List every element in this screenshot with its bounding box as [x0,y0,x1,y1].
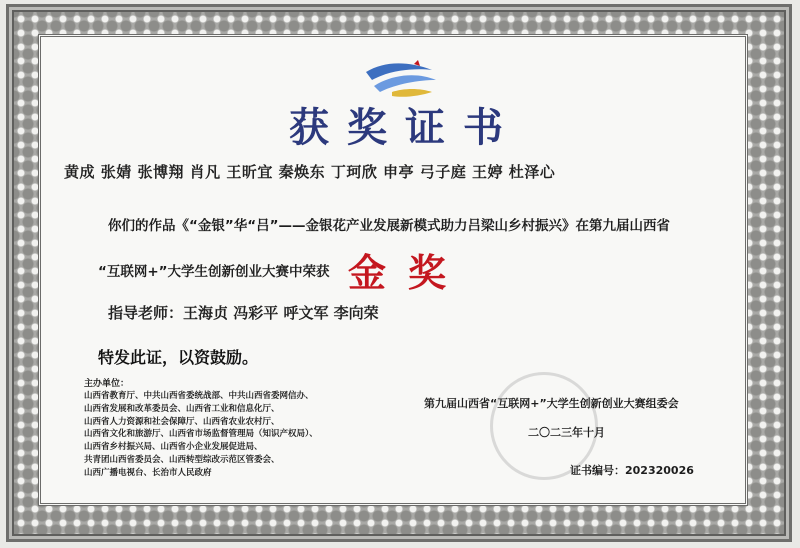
sponsor-item: 共青团山西省委员会、山西转型综改示范区管委会、 [84,454,280,465]
sponsor-list [84,390,384,480]
closing-statement: 特发此证，以资鼓励。 [98,348,259,367]
issue-date: 二〇二三年十月 [528,426,605,439]
sponsor-item: 山西省文化和旅游厅、山西省市场监督管理局（知识产权局）、 [84,429,318,440]
sponsor-item: 山西省发展和改革委员会、山西省工业和信息化厅、 [84,403,280,414]
advisor-teachers: 指导老师：王海贞 冯彩平 呼文军 李向荣 [108,304,379,322]
certificate-title: 获奖证书 [289,104,521,151]
organizing-committee: 第九届山西省“互联网+”大学生创新创业大赛组委会 [424,397,679,410]
sponsor-label: 主办单位： [84,379,130,389]
award-statement-line-1: 你们的作品《“金银”华“吕”——金银花产业发展新模式助力吕梁山乡村振兴》在第九届山西省 [108,218,670,234]
sponsor-item: 山西省人力资源和社会保障厅、山西省农业农村厅、 [84,416,280,427]
sponsor-item: 山西省教育厅、中共山西省委统战部、中共山西省委网信办、 [84,391,314,401]
certificate-number: 证书编号：202320026 [570,464,694,477]
recipient-names: 黄成 张婧 张博翔 肖凡 王昕宜 秦焕东 丁珂欣 申亭 弓子庭 王婷 杜泽心 [64,163,556,181]
sponsor-item: 山西广播电视台、长治市人民政府 [84,467,212,478]
sponsor-item: 山西省乡村振兴局、山西省小企业发展促进局、 [84,442,263,453]
award-level: 金奖 [348,250,469,295]
award-statement-line-2: “互联网+”大学生创新创业大赛中荣获 [98,264,330,280]
